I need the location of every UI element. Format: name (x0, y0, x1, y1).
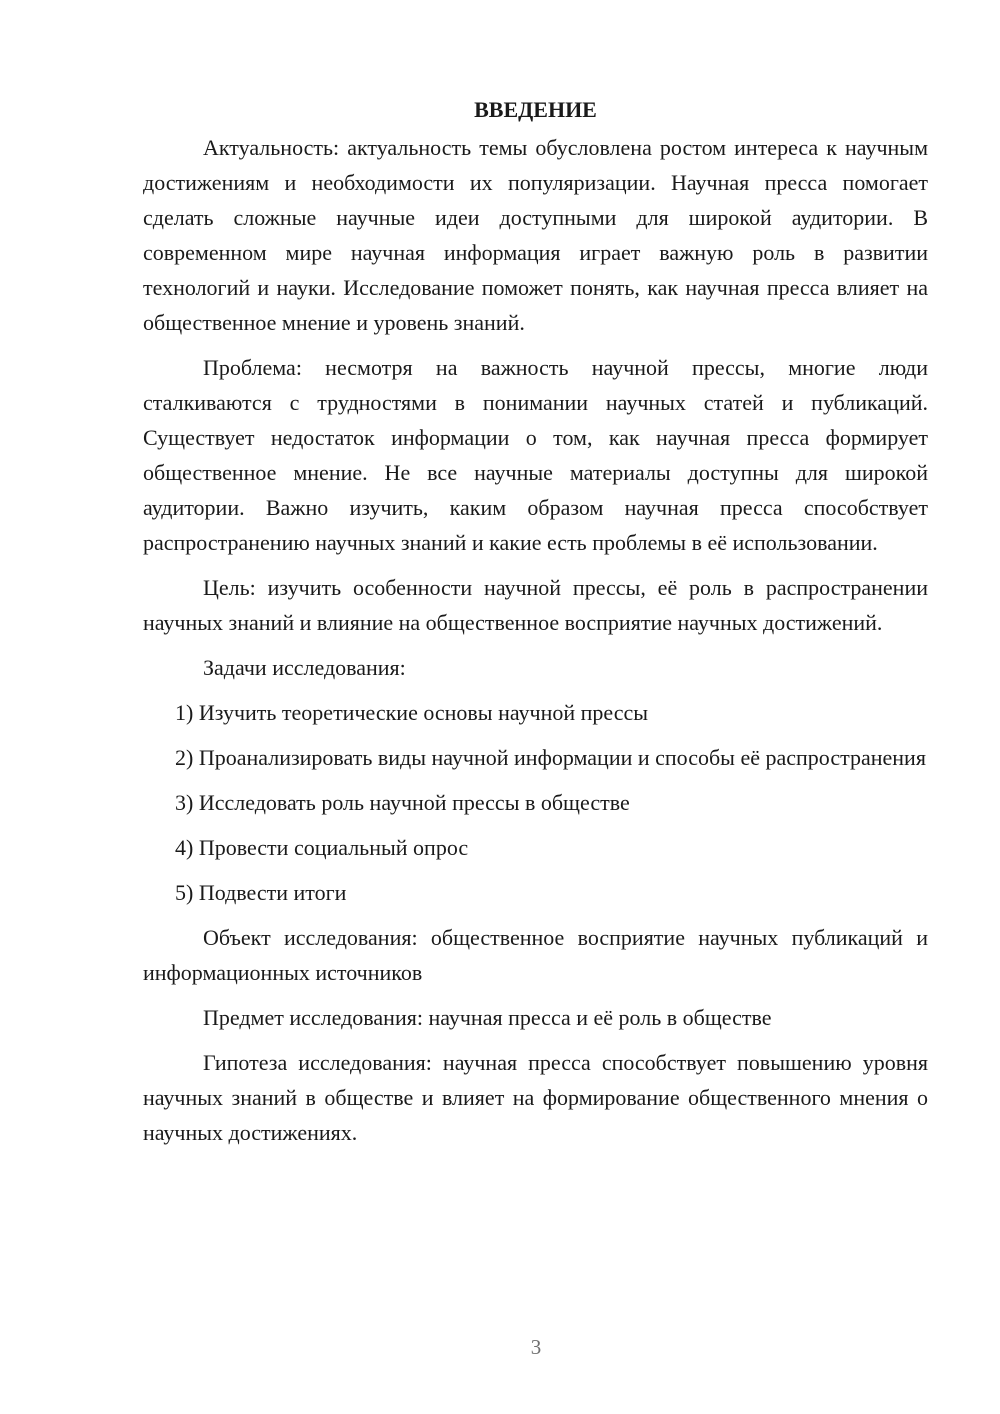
task-item-1: 1) Изучить теоретические основы научной прессы (175, 700, 649, 725)
task-item-3: 3) Исследовать роль научной прессы в обществе (175, 790, 630, 815)
task-item-5: 5) Подвести итоги (175, 880, 347, 905)
paragraph-goal: Цель: изучить особенности научной прессы, её роль в распространении научных знаний и влияние на общественное восприятие научных достижений. (143, 575, 928, 635)
page-number: 3 (530, 1335, 542, 1359)
paragraph-object: Объект исследования: общественное восприятие научных публикаций и информационных источников (143, 925, 928, 985)
paragraph-hypothesis: Гипотеза исследования: научная пресса способствует повышению уровня научных знаний в обществе и влияет на формирование общественного мнения о научных достижениях. (143, 1050, 928, 1145)
paragraph-problem: Проблема: несмотря на важность научной прессы, многие люди сталкиваются с трудностями в понимании научных статей и публикаций. Существует недостаток информации о том, как научная пресса формирует общественное мнение. Не все научные материалы доступны для широкой аудитории. Важно изучить, каким образом научная пресса способствует распространению научных знаний и какие есть проблемы в её использовании. (143, 355, 928, 555)
task-item-2: 2) Проанализировать виды научной информации и способы её распространения (175, 745, 926, 770)
paragraph-relevance: Актуальность: актуальность темы обусловлена ростом интереса к научным достижениям и необходимости их популяризации. Научная пресса помогает сделать сложные научные идеи доступными для широкой аудитории. В современном мире научная информация играет важную роль в развитии технологий и науки. Исследование поможет понять, как научная пресса влияет на общественное мнение и уровень знаний. (143, 135, 928, 335)
task-item-4: 4) Провести социальный опрос (175, 835, 469, 860)
section-heading: ВВЕДЕНИЕ (474, 97, 597, 122)
paragraph-subject: Предмет исследования: научная пресса и её роль в обществе (203, 1005, 772, 1030)
tasks-title: Задачи исследования: (203, 655, 406, 680)
page-content (143, 94, 928, 1160)
